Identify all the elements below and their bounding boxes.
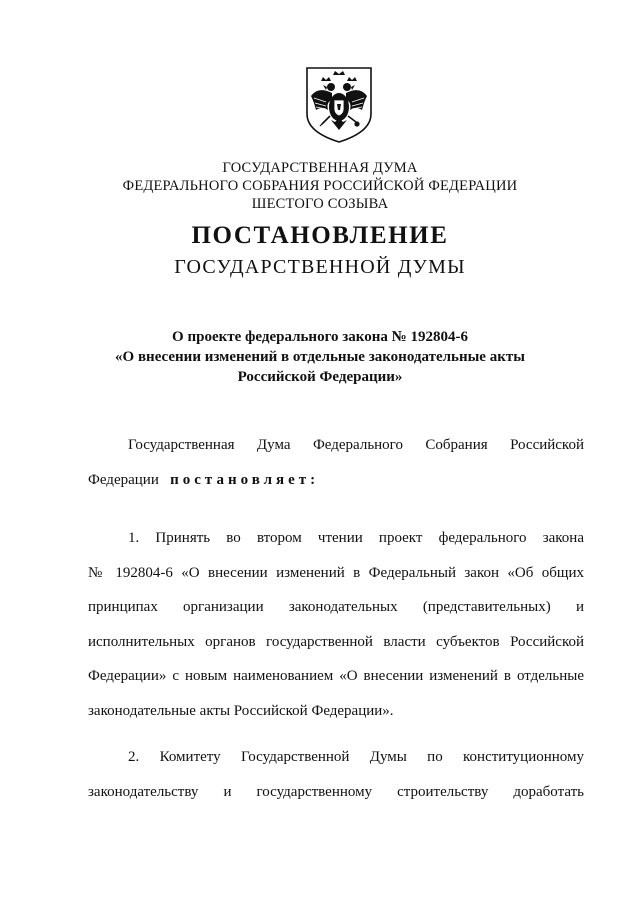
item-2-paragraph xyxy=(88,740,584,809)
item-1-paragraph xyxy=(88,521,584,728)
subject-line-2: «О внесении изменений в отдельные законодательные акты xyxy=(115,349,525,365)
coat-of-arms-emblem-icon xyxy=(304,66,374,144)
document-subtitle: ГОСУДАРСТВЕННОЙ ДУМЫ xyxy=(174,256,466,278)
item-1-line: исполнительных органов государственной власти субъектов Российской xyxy=(88,633,584,650)
item-2-line: законодательству и государственному строительству доработать xyxy=(88,783,584,800)
item-1-line: законодательные акты Российской Федерации». xyxy=(88,702,394,719)
header-assembly-line: ФЕДЕРАЛЬНОГО СОБРАНИЯ РОССИЙСКОЙ ФЕДЕРАЦИИ xyxy=(122,178,518,194)
header-convocation-line: ШЕСТОГО СОЗЫВА xyxy=(251,196,389,212)
item-1-line: № 192804-6 «О внесении изменений в Федеральный закон «Об общих xyxy=(88,564,584,581)
item-1-line: Федерации» с новым наименованием «О внесении изменений в отдельные xyxy=(88,668,584,684)
document-title: ПОСТАНОВЛЕНИЕ xyxy=(191,222,449,249)
subject-line-1: О проекте федерального закона № 192804-6 xyxy=(172,329,468,345)
preamble-federation-word: Федерации xyxy=(88,471,159,488)
decree-word: постановляет: xyxy=(170,471,320,488)
preamble-paragraph xyxy=(88,428,584,497)
preamble-line xyxy=(88,463,584,498)
item-1-line: принципах организации законодательных (представительных) и xyxy=(88,599,584,615)
item-1-line: 1. Принять во втором чтении проект федерального закона xyxy=(128,530,584,546)
subject-line-3: Российской Федерации» xyxy=(237,369,403,385)
header-organization-line: ГОСУДАРСТВЕННАЯ ДУМА xyxy=(222,160,418,176)
item-2-line: 2. Комитету Государственной Думы по конституционному xyxy=(128,749,584,765)
preamble-line: Государственная Дума Федерального Собрания Российской xyxy=(128,437,584,453)
